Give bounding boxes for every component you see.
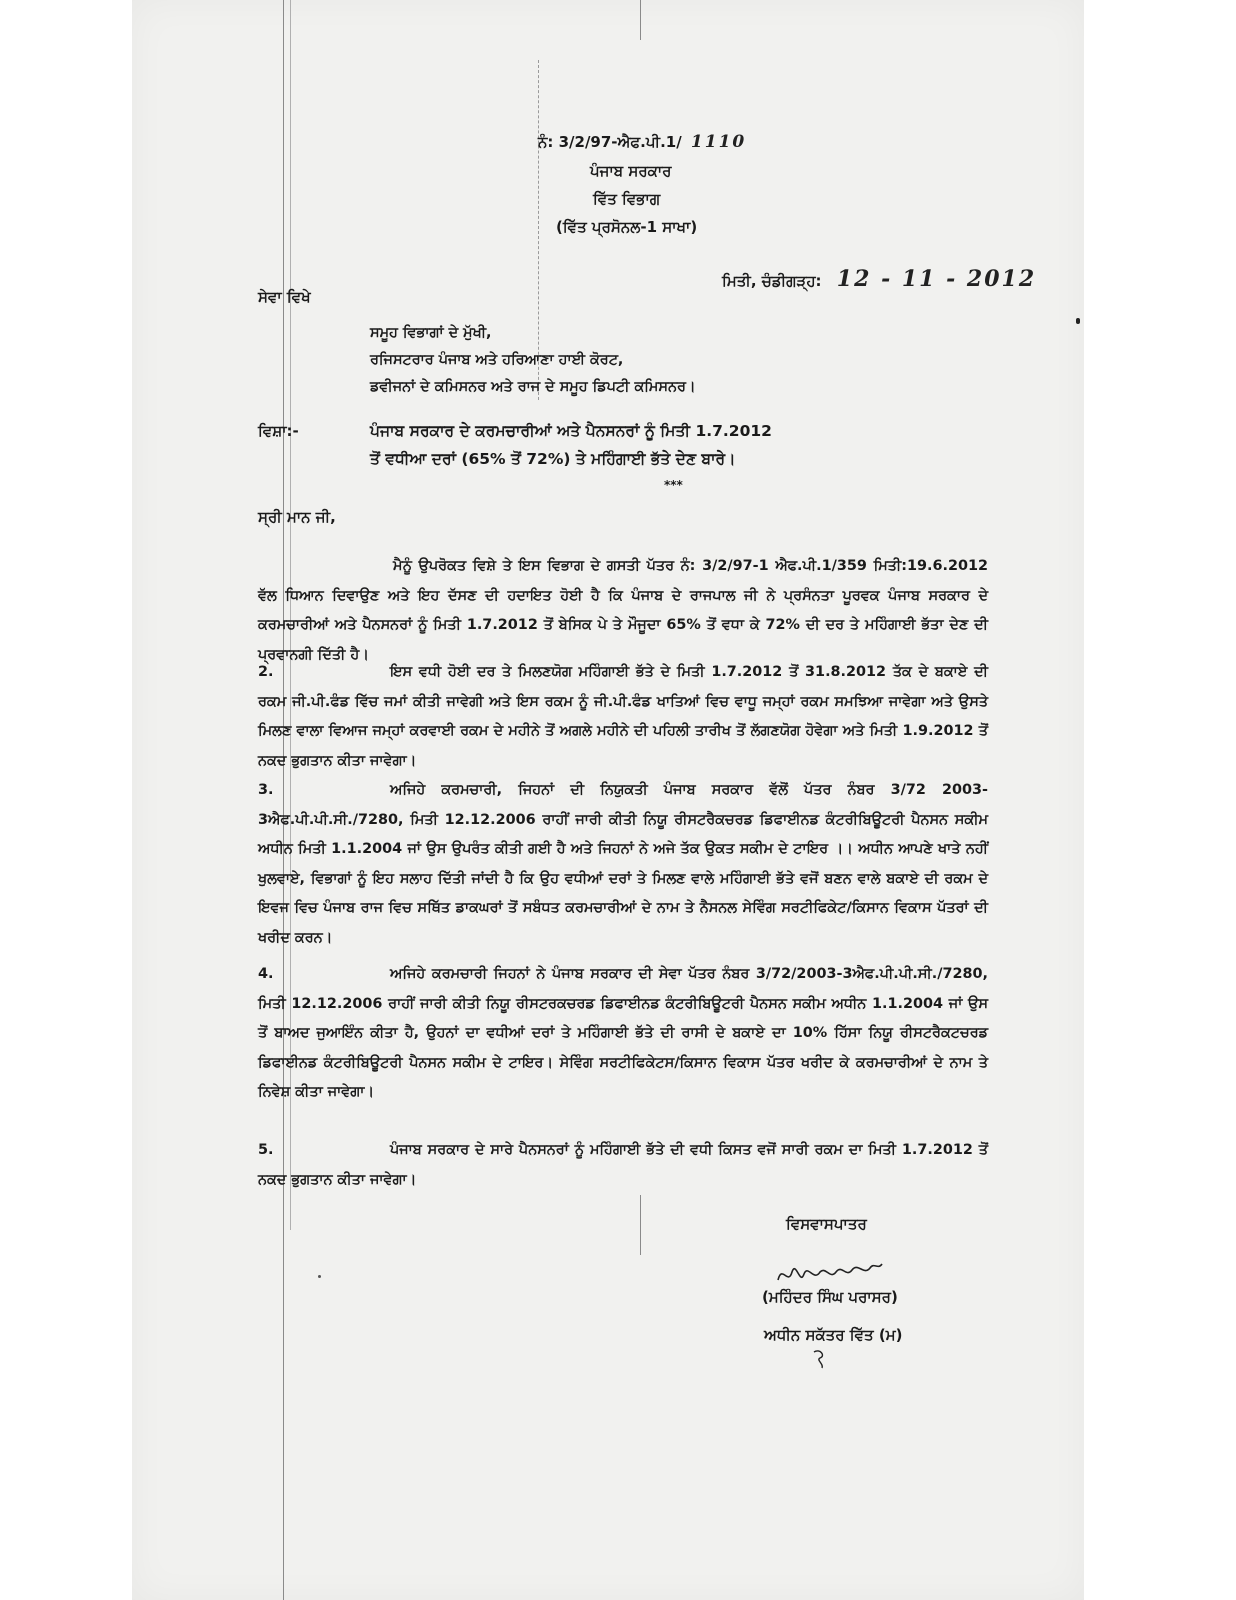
department-name: ਵਿੱਤ ਵਿਭਾਗ: [593, 190, 661, 208]
addressee-line: ਰਜਿਸਟਰਾਰ ਪੰਜਾਬ ਅਤੇ ਹਰਿਆਣਾ ਹਾਈ ਕੋਰਟ,: [370, 352, 624, 368]
date-handwritten: 12 - 11 - 2012: [836, 266, 1037, 292]
date-label: ਮਿਤੀ, ਚੰਡੀਗੜ੍ਹ:: [722, 272, 822, 290]
subject-line: ਪੰਜਾਬ ਸਰਕਾਰ ਦੇ ਕਰਮਚਾਰੀਆਂ ਅਤੇ ਪੈਨਸਨਰਾਂ ਨੂੰ ਮਿਤੀ 1.7.2012: [370, 422, 772, 440]
reference-handwritten: 1110: [690, 132, 747, 152]
paragraph-number: 2.: [258, 664, 274, 680]
paragraph-text: ਇਸ ਵਧੀ ਹੋਈ ਦਰ ਤੇ ਮਿਲਣਯੋਗ ਮਹਿੰਗਾਈ ਭੱਤੇ ਦੇ ਮਿਤੀ 1.7.2012 ਤੋਂ 31.8.2012 ਤੱਕ ਦੇ ਬਕਾਏ ਦੀ ਰਕਮ ਜੀ.ਪੀ.ਫੰਡ ਵਿੱਚ ਜਮਾਂ ਕੀਤੀ ਜਾਵੇਗੀ ਅਤੇ ਇਸ ਰਕਮ ਨੂੰ ਜੀ.ਪੀ.ਫੰਡ ਖਾਤਿਆਂ ਵਿਚ ਵਾਧੂ ਜਮ੍ਹਾਂ ਰਕਮ ਸਮਝਿਆ ਜਾਵੇਗਾ ਅਤੇ ਉਸਤੇ ਮਿਲਣ ਵਾਲਾ ਵਿਆਜ ਜਮ੍ਹਾਂ ਕਰਵਾਈ ਰਕਮ ਦੇ ਮਹੀਨੇ ਤੋਂ ਅਗਲੇ ਮਹੀਨੇ ਦੀ ਪਹਿਲੀ ਤਾਰੀਖ ਤੋਂ ਲੱਗਣਯੋਗ ਹੋਵੇਗਾ ਅਤੇ ਮਿਤੀ 1.9.2012 ਤੋਂ ਨਕਦ ਭੁਗਤਾਨ ਕੀਤਾ ਜਾਵੇਗਾ।: [258, 664, 988, 769]
government-name: ਪੰਜਾਬ ਸਰਕਾਰ: [590, 162, 672, 180]
addressee-line: ਡਵੀਜਨਾਂ ਦੇ ਕਮਿਸਨਰ ਅਤੇ ਰਾਜ ਦੇ ਸਮੂਹ ਡਿਪਟੀ ਕਮਿਸਨਰ।: [370, 379, 696, 395]
signature-scribble: [774, 1252, 884, 1292]
signatory-name: (ਮਹਿੰਦਰ ਸਿੰਘ ਪਰਾਸਰ): [762, 1288, 898, 1306]
paragraph-number: 5.: [258, 1142, 274, 1158]
scan-dot: [318, 1275, 321, 1278]
closing-yours: ਵਿਸਵਾਸਪਾਤਰ: [786, 1215, 867, 1233]
addressee-line: ਸਮੂਹ ਵਿਭਾਗਾਂ ਦੇ ਮੁੱਖੀ,: [370, 325, 492, 341]
fold-line: [640, 1195, 641, 1255]
scan-dot: [1076, 318, 1080, 324]
salutation: ਸ੍ਰੀ ਮਾਨ ਜੀ,: [258, 508, 336, 526]
paragraph-text: ਅਜਿਹੇ ਕਰਮਚਾਰੀ ਜਿਹਨਾਂ ਨੇ ਪੰਜਾਬ ਸਰਕਾਰ ਦੀ ਸੇਵਾ ਪੱਤਰ ਨੰਬਰ 3/72/2003-3ਐਫ.ਪੀ.ਪੀ.ਸੀ./7280, ਮਿਤੀ 12.12.2006 ਰਾਹੀਂ ਜਾਰੀ ਕੀਤੀ ਨਿਯੂ ਰੀਸਟਰਕਚਰਡ ਡਿਫਾਈਨਡ ਕੰਟਰੀਬਿਊਟਰੀ ਪੈਨਸਨ ਸਕੀਮ ਅਧੀਨ 1.1.2004 ਜਾਂ ਉਸ ਤੋਂ ਬਾਅਦ ਜੁਆਇੰਨ ਕੀਤਾ ਹੈ, ਉਹਨਾਂ ਦਾ ਵਧੀਆਂ ਦਰਾਂ ਤੇ ਮਹਿੰਗਾਈ ਭੱਤੇ ਦੀ ਰਾਸੀ ਦੇ ਬਕਾਏ ਦਾ 10% ਹਿੱਸਾ ਨਿਯੂ ਰੀਸਟਰੈਕਟਚਰਡ ਡਿਫਾਈਨਡ ਕੰਟਰੀਬਿਊਟਰੀ ਪੈਨਸਨ ਸਕੀਮ ਦੇ ਟਾਇਰ। ਸੇਵਿੰਗ ਸਰਟੀਫਿਕੇਟਸ/ਕਿਸਾਨ ਵਿਕਾਸ ਪੱਤਰ ਖਰੀਦ ਕੇ ਕਰਮਚਾਰੀਆਂ ਦੇ ਨਾਮ ਤੇ ਨਿਵੇਸ਼ ਕੀਤਾ ਜਾਵੇਗਾ।: [258, 966, 988, 1100]
to-label: ਸੇਵਾ ਵਿਖੇ: [258, 288, 311, 306]
subject-line: ਤੋਂ ਵਧੀਆ ਦਰਾਂ (65% ਤੋਂ 72%) ਤੇ ਮਹਿੰਗਾਈ ਭੱਤੇ ਦੇਣ ਬਾਰੇ।: [370, 450, 736, 468]
reference-number: [538, 132, 746, 152]
paragraph-number: 3.: [258, 782, 274, 798]
signatory-designation: ਅਧੀਨ ਸਕੱਤਰ ਵਿੱਤ (ਮ): [764, 1326, 903, 1344]
paragraph-2: [258, 658, 988, 776]
paragraph-1: ਮੈਨੂੰ ਉਪਰੋਕਤ ਵਿਸ਼ੇ ਤੇ ਇਸ ਵਿਭਾਗ ਦੇ ਗਸਤੀ ਪੱਤਰ ਨੰ: 3/2/97-1 ਐਫ.ਪੀ.1/359 ਮਿਤੀ:19.6.2012 ਵੱਲ ਧਿਆਨ ਦਿਵਾਉਣ ਅਤੇ ਇਹ ਦੱਸਣ ਦੀ ਹਦਾਇਤ ਹੋਈ ਹੈ ਕਿ ਪੰਜਾਬ ਦੇ ਰਾਜਪਾਲ ਜੀ ਨੇ ਪ੍ਰਸੰਨਤਾ ਪੂਰਵਕ ਪੰਜਾਬ ਸਰਕਾਰ ਦੇ ਕਰਮਚਾਰੀਆਂ ਅਤੇ ਪੈਨਸਨਰਾਂ ਨੂੰ ਮਿਤੀ 1.7.2012 ਤੋਂ ਬੇਸਿਕ ਪੇ ਤੇ ਮੌਜੂਦਾ 65% ਤੋਂ ਵਧਾ ਕੇ 72% ਦੀ ਦਰ ਤੇ ਮਹਿੰਗਾਈ ਭੱਤਾ ਦੇਣ ਦੀ ਪ੍ਰਵਾਨਗੀ ਦਿੱਤੀ ਹੈ।: [258, 558, 988, 663]
reference-text: ਨੰ: 3/2/97-ਐਫ.ਪੀ.1/: [538, 133, 682, 151]
date-line: [722, 266, 1036, 292]
initial-mark: [810, 1346, 834, 1370]
paragraph-3: [258, 776, 988, 953]
paragraph-text: ਪੰਜਾਬ ਸਰਕਾਰ ਦੇ ਸਾਰੇ ਪੈਨਸਨਰਾਂ ਨੂੰ ਮਹਿੰਗਾਈ ਭੱਤੇ ਦੀ ਵਧੀ ਕਿਸਤ ਵਜੋਂ ਸਾਰੀ ਰਕਮ ਦਾ ਮਿਤੀ 1.7.2012 ਤੋਂ ਨਕਦ ਭੁਗਤਾਨ ਕੀਤਾ ਜਾਵੇਗਾ।: [258, 1142, 988, 1188]
branch-name: (ਵਿੱਤ ਪ੍ਰਸੋਨਲ-1 ਸਾਖਾ): [556, 218, 698, 236]
paragraph-text: ਅਜਿਹੇ ਕਰਮਚਾਰੀ, ਜਿਹਨਾਂ ਦੀ ਨਿਯੁਕਤੀ ਪੰਜਾਬ ਸਰਕਾਰ ਵੱਲੋਂ ਪੱਤਰ ਨੰਬਰ 3/72 2003-3ਐਫ.ਪੀ.ਪੀ.ਸੀ./7280, ਮਿਤੀ 12.12.2006 ਰਾਹੀਂ ਜਾਰੀ ਕੀਤੀ ਨਿਯੂ ਰੀਸਟਰੈਕਚਰਡ ਡਿਫਾਈਨਡ ਕੰਟਰੀਬਿਊਟਰੀ ਪੈਨਸਨ ਸਕੀਮ ਅਧੀਨ ਮਿਤੀ 1.1.2004 ਜਾਂ ਉਸ ਉਪਰੰਤ ਕੀਤੀ ਗਈ ਹੈ ਅਤੇ ਜਿਹਨਾਂ ਨੇ ਅਜੇ ਤੱਕ ਉਕਤ ਸਕੀਮ ਦੇ ਟਾਇਰ ।। ਅਧੀਨ ਆਪਣੇ ਖਾਤੇ ਨਹੀਂ ਖੁਲਵਾਏ, ਵਿਭਾਗਾਂ ਨੂੰ ਇਹ ਸਲਾਹ ਦਿੱਤੀ ਜਾਂਦੀ ਹੈ ਕਿ ਉਹ ਵਧੀਆਂ ਦਰਾਂ ਤੇ ਮਿਲਣ ਵਾਲੇ ਮਹਿੰਗਾਈ ਭੱਤੇ ਵਜੋਂ ਬਣਨ ਵਾਲੇ ਬਕਾਏ ਦੀ ਰਕਮ ਦੇ ਇਵਜ ਵਿਚ ਪੰਜਾਬ ਰਾਜ ਵਿਚ ਸਥਿੱਤ ਡਾਕਘਰਾਂ ਤੋਂ ਸਬੰਧਤ ਕਰਮਚਾਰੀਆਂ ਦੇ ਨਾਮ ਤੇ ਨੈਸਨਲ ਸੇਵਿੰਗ ਸਰਟੀਫਿਕੇਟ/ਕਿਸਾਨ ਵਿਕਾਸ ਪੱਤਰਾਂ ਦੀ ਖਰੀਦ ਕਰਨ।: [258, 782, 988, 946]
subject-label: ਵਿਸ਼ਾ:-: [258, 422, 299, 440]
fold-line: [640, 0, 641, 40]
subject-stars: ***: [664, 478, 683, 492]
paragraph-number: 4.: [258, 966, 274, 982]
paragraph-5: [258, 1136, 988, 1195]
paragraph-4: [258, 960, 988, 1108]
